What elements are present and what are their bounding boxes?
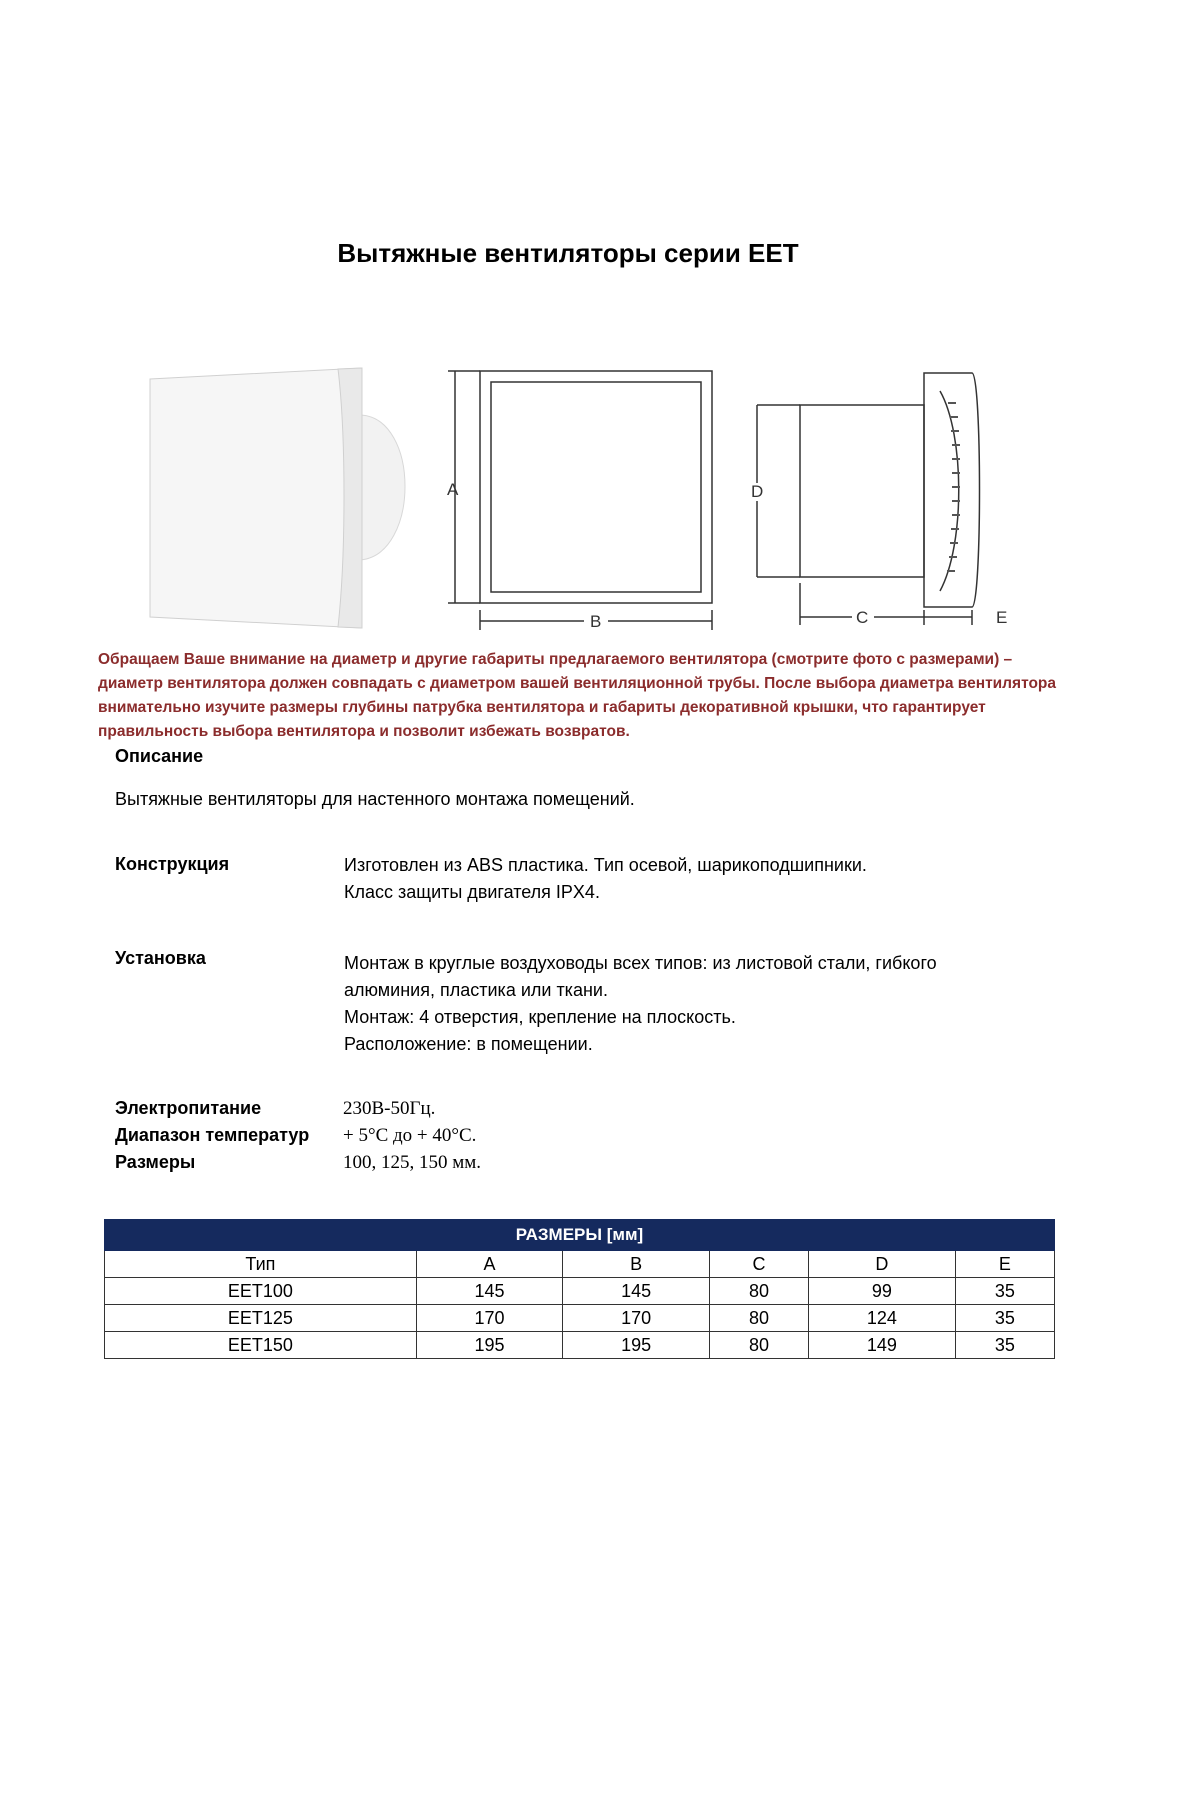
table-cell: 80 <box>709 1332 808 1359</box>
spec-row-temperature <box>115 1122 481 1149</box>
table-cell: 35 <box>955 1278 1054 1305</box>
spec-value: + 5°С до + 40°С. <box>343 1125 477 1146</box>
installation-line-2: алюминия, пластика или ткани. <box>344 980 608 1000</box>
spec-label: Электропитание <box>115 1098 262 1118</box>
spec-row-power <box>115 1095 481 1122</box>
column-header: Тип <box>105 1251 417 1278</box>
table-cell: 80 <box>709 1278 808 1305</box>
table-cell: 195 <box>416 1332 563 1359</box>
spec-label: Размеры <box>115 1152 196 1172</box>
table-caption: РАЗМЕРЫ [мм] <box>105 1220 1055 1251</box>
column-header: D <box>809 1251 956 1278</box>
table-cell: 149 <box>809 1332 956 1359</box>
installation-heading: Установка <box>115 948 206 968</box>
dimension-label-b: B <box>590 612 602 631</box>
table-header-row <box>105 1251 1055 1278</box>
construction-heading: Конструкция <box>115 854 230 874</box>
description-text: Вытяжные вентиляторы для настенного монтажа помещений. <box>115 789 635 809</box>
table-cell: EET125 <box>105 1305 417 1332</box>
table-cell: 99 <box>809 1278 956 1305</box>
spec-label: Диапазон температур <box>115 1125 310 1145</box>
table-cell: EET150 <box>105 1332 417 1359</box>
dimension-label-d: D <box>751 482 764 501</box>
page-title: Вытяжные вентиляторы серии EET <box>337 238 799 268</box>
table-row <box>105 1278 1055 1305</box>
installation-line-1: Монтаж в круглые воздуховоды всех типов: из листовой стали, гибкого <box>344 953 937 973</box>
front-view-drawing <box>448 371 712 630</box>
table-row <box>105 1305 1055 1332</box>
installation-line-4: Расположение: в помещении. <box>344 1034 593 1054</box>
description-heading: Описание <box>115 746 204 766</box>
column-header: B <box>563 1251 710 1278</box>
table-cell: 35 <box>955 1332 1054 1359</box>
column-header: E <box>955 1251 1054 1278</box>
table-cell: 195 <box>563 1332 710 1359</box>
column-header: A <box>416 1251 563 1278</box>
specs-list <box>115 1095 481 1176</box>
table-cell: EET100 <box>105 1278 417 1305</box>
table-cell: 35 <box>955 1305 1054 1332</box>
spec-value: 230В-50Гц. <box>343 1098 436 1119</box>
table-cell: 170 <box>416 1305 563 1332</box>
spec-row-sizes <box>115 1149 481 1176</box>
fan-dimension-figures <box>0 355 1179 645</box>
table-cell: 124 <box>809 1305 956 1332</box>
installation-line-3: Монтаж: 4 отверстия, крепление на плоскость. <box>344 1007 736 1027</box>
table-cell: 170 <box>563 1305 710 1332</box>
dimension-label-a: A <box>447 480 459 499</box>
dimension-label-c: C <box>856 608 869 627</box>
spec-value: 100, 125, 150 мм. <box>343 1152 482 1173</box>
side-view-drawing <box>757 373 980 625</box>
table-cell: 145 <box>416 1278 563 1305</box>
construction-line-2: Класс защиты двигателя IPX4. <box>344 882 600 902</box>
table-cell: 80 <box>709 1305 808 1332</box>
table-row <box>105 1332 1055 1359</box>
construction-line-1: Изготовлен из ABS пластика. Тип осевой, шарикоподшипники. <box>344 855 867 875</box>
column-header: C <box>709 1251 808 1278</box>
dimension-notice: Обращаем Ваше внимание на диаметр и другие габариты предлагаемого вентилятора (смотрите фото с размерами) – диаметр вентилятора должен совпадать с диаметром вашей вентиляционной трубы. После выбора диаметра вентилятора внимательно изучите размеры глубины патрубка вентилятора и габариты декоративной крышки, что гарантирует правильность выбора вентилятора и позволит избежать возвратов. <box>98 651 1057 740</box>
table-cell: 145 <box>563 1278 710 1305</box>
dimensions-table <box>104 1219 1055 1359</box>
fan-product-photo <box>150 368 405 628</box>
dimension-label-e: E <box>996 608 1008 627</box>
